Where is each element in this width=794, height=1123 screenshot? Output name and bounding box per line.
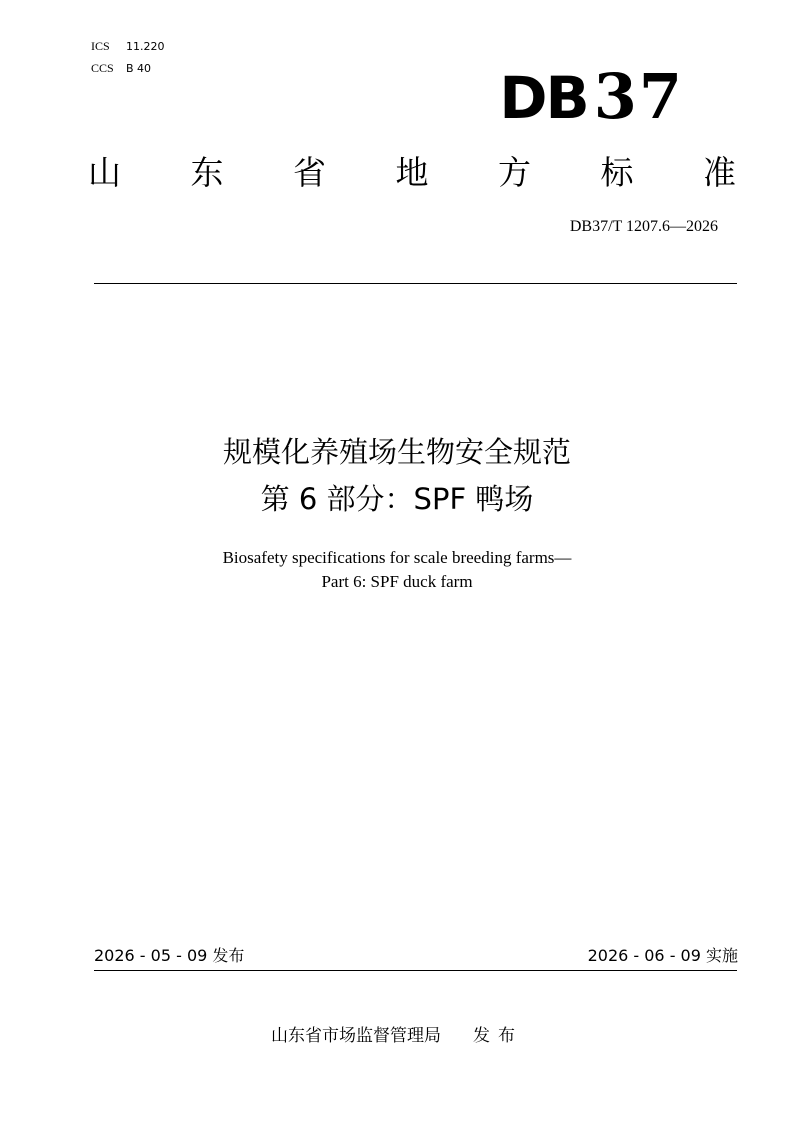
standard-number: DB37/T 1207.6—2026 xyxy=(569,218,718,235)
chinese-title-line-1: 规模化养殖场生物安全规范 xyxy=(222,435,571,469)
publish-date: 2026 - 05 - 09 发布 xyxy=(94,946,245,965)
english-title-line-2: Part 6: SPF duck farm xyxy=(321,572,473,591)
implement-date: 2026 - 06 - 09 实施 xyxy=(587,946,738,965)
db-logo-letters: DB xyxy=(499,64,588,132)
province-standard-title xyxy=(88,150,736,196)
ccs-code xyxy=(91,60,151,77)
ics-code xyxy=(91,38,165,55)
footer-divider xyxy=(94,970,737,971)
header-divider xyxy=(94,283,737,284)
ics-value: 11.220 xyxy=(126,40,165,53)
ccs-value: B 40 xyxy=(126,62,152,75)
province-title-char: 地 xyxy=(395,153,429,192)
chinese-title-line-2: 第 6 部分：SPF 鸭场 xyxy=(260,482,534,516)
province-title-char: 方 xyxy=(498,153,531,192)
issuer-name: 山东省市场监督管理局 xyxy=(271,1026,441,1046)
issuer-line xyxy=(0,1024,794,1048)
ccs-label: CCS xyxy=(91,61,114,75)
db37-logo xyxy=(499,60,684,133)
province-title-char: 省 xyxy=(293,153,326,192)
db-logo-number: 37 xyxy=(593,60,684,133)
english-title-line-1: Biosafety specifications for scale breeding farms— xyxy=(222,548,572,567)
province-title-char: 准 xyxy=(703,153,736,192)
issuer-action: 发布 xyxy=(473,1026,523,1046)
ics-label: ICS xyxy=(91,39,110,53)
province-title-char: 东 xyxy=(190,153,224,192)
province-title-char: 山 xyxy=(88,153,121,192)
province-title-char: 标 xyxy=(600,153,634,192)
